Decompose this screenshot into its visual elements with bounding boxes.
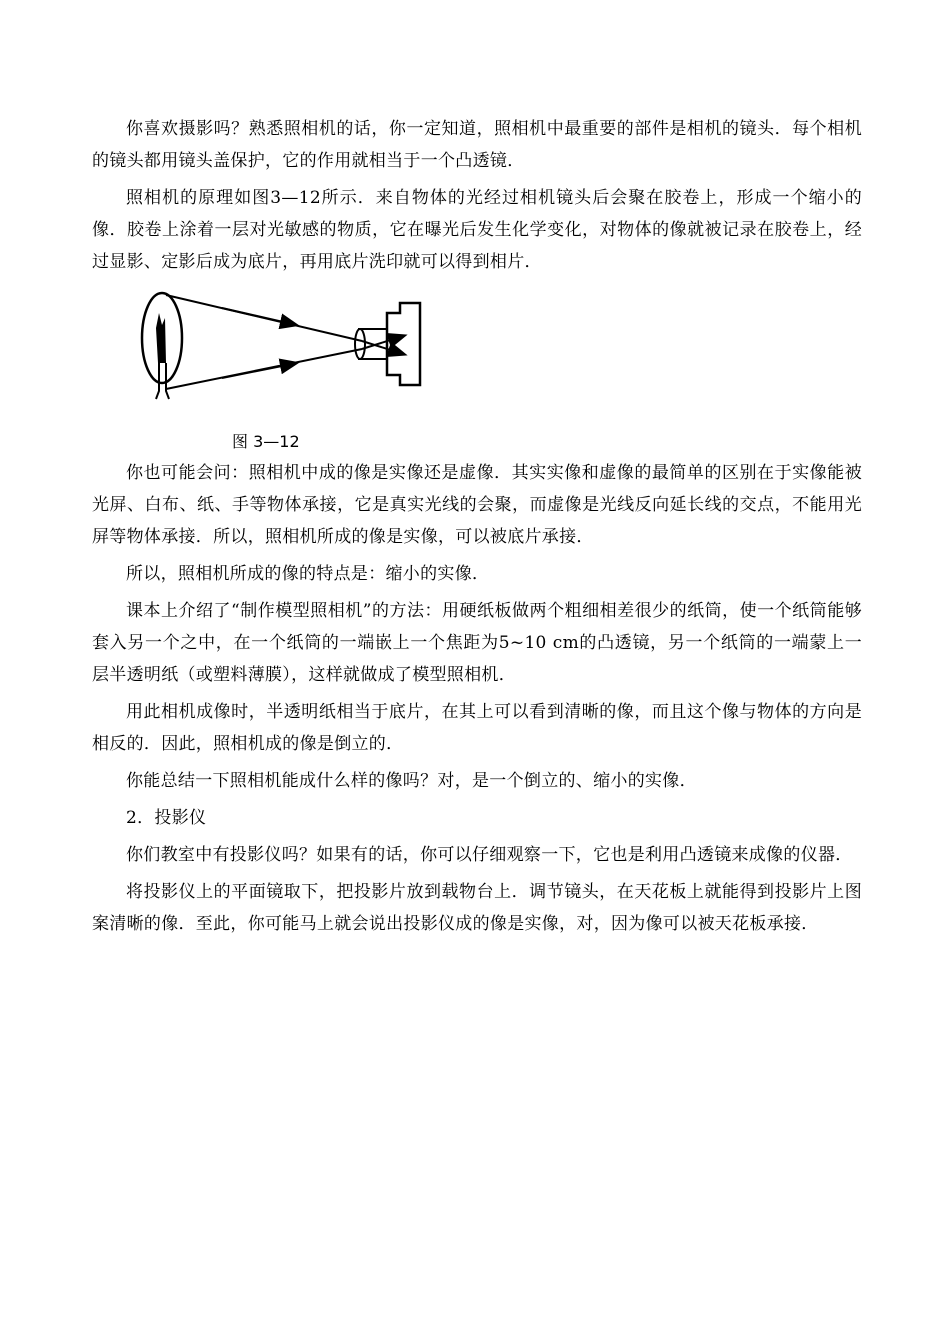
paragraph-intro: 你喜欢摄影吗？熟悉照相机的话，你一定知道，照相机中最重要的部件是相机的镜头．每个相机的镜头都用镜头盖保护，它的作用就相当于一个凸透镜． <box>92 119 862 171</box>
document-page <box>92 113 862 945</box>
paragraph-projector-intro: 你们教室中有投影仪吗？如果有的话，你可以仔细观察一下，它也是利用凸透镜来成像的仪器． <box>126 845 853 865</box>
figure-caption: 图 3—12 <box>232 432 300 451</box>
lens <box>355 329 365 359</box>
paragraph-real-image: 你也可能会问：照相机中成的像是实像还是虚像．其实实像和虚像的最简单的区别在于实像能被光屏、白布、纸、手等物体承接，它是真实光线的会聚，而虚像是光线反向延长线的交点，不能用光屏等物体承接．所以，照相机所成的像是实像，可以被底片承接． <box>92 463 862 547</box>
paragraph-feature: 所以，照相机所成的像的特点是：缩小的实像． <box>126 564 490 584</box>
camera-optics-diagram-icon <box>132 283 432 423</box>
camera-body <box>387 303 420 385</box>
paragraph-model-camera: 课本上介绍了“制作模型照相机”的方法：用硬纸板做两个粗细相差很少的纸筒，使一个纸筒能够套入另一个之中，在一个纸筒的一端嵌上一个焦距为5~10 cm的凸透镜，另一个纸筒的一端蒙上一层半透明纸（或塑料薄膜），这样就做成了模型照相机． <box>92 601 862 685</box>
paragraph-summary: 你能总结一下照相机能成什么样的像吗？对，是一个倒立的、缩小的实像． <box>126 771 697 791</box>
paragraph-camera-principle: 照相机的原理如图3—12所示．来自物体的光经过相机镜头后会聚在胶卷上，形成一个缩小的像．胶卷上涂着一层对光敏感的物质，它在曝光后发生化学变化，对物体的像就被记录在胶卷上，经过显影、定影后成为底片，再用底片洗印就可以得到相片． <box>92 188 862 272</box>
paragraph-projector-experiment: 将投影仪上的平面镜取下，把投影片放到载物台上．调节镜头，在天花板上就能得到投影片上图案清晰的像．至此，你可能马上就会说出投影仪成的像是实像，对，因为像可以被天花板承接． <box>92 882 862 934</box>
paragraph-inverted: 用此相机成像时，半透明纸相当于底片，在其上可以看到清晰的像，而且这个像与物体的方向是相反的．因此，照相机成的像是倒立的． <box>92 702 862 754</box>
flame-shape <box>156 313 166 363</box>
figure-3-12 <box>92 283 862 453</box>
section-heading-projector: 2．投影仪 <box>126 808 207 828</box>
